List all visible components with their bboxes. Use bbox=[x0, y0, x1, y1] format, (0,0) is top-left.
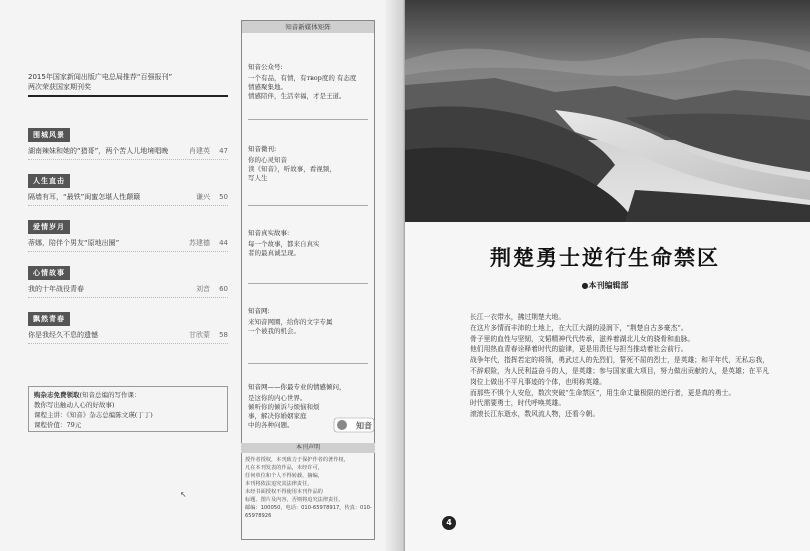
notice-line: 授作者授权，本刊致力于保护作者的著作权， bbox=[245, 457, 349, 463]
toc-item-author: 苏建德 bbox=[189, 239, 210, 247]
notice-line: 本刊将依法追究其法律责任， bbox=[245, 481, 313, 487]
toc-item-page: 60 bbox=[219, 285, 228, 293]
article-byline: ●本刊编辑部 bbox=[581, 281, 629, 290]
sidebar-block-line: 事，解决你婚姻家庭 bbox=[248, 412, 307, 420]
landscape-photo bbox=[405, 0, 810, 222]
toc-item[interactable] bbox=[28, 284, 228, 298]
article-paragraph: 时代需要勇士，时代呼唤英雄。 bbox=[470, 399, 566, 408]
article-paragraph: 滚滚长江东逝水，数风流人物，还看今朝。 bbox=[470, 410, 600, 419]
toc-section bbox=[28, 306, 228, 344]
toc-item-page: 47 bbox=[219, 147, 228, 155]
sidebar-block-label: 知音微刊: bbox=[248, 145, 277, 153]
sidebar-block bbox=[248, 63, 368, 101]
toc-item-author: 肖建英 bbox=[189, 147, 210, 155]
sidebar-block-line: 来知音网圈，给你的文字专属 bbox=[248, 318, 333, 326]
toc-item-page: 44 bbox=[219, 239, 228, 247]
sidebar-divider bbox=[248, 363, 368, 364]
toc-item-title: 蒂娜，陪伴个男友“原地出圈” bbox=[28, 239, 120, 247]
sidebar-block-label: 知音真实故事: bbox=[248, 229, 290, 237]
notice-body bbox=[245, 456, 373, 520]
award-line: 两次荣获国家期刊奖 bbox=[28, 83, 91, 91]
page-number: 4 bbox=[442, 516, 456, 530]
toc-section-label: 飘然青春 bbox=[28, 312, 70, 326]
toc-section-label: 围城风景 bbox=[28, 128, 70, 142]
table-of-contents bbox=[28, 122, 228, 352]
sidebar-divider bbox=[248, 283, 368, 284]
article-paragraph: 他们用热血青春诠释着时代的旋律，更是用责任与担当推动着社会前行。 bbox=[470, 345, 688, 354]
toc-item-author: 刘音 bbox=[196, 285, 210, 293]
award-line: 2015年国家新闻出版广电总局推荐“百强报刊” bbox=[28, 73, 173, 81]
toc-item-author: 甘欣蒙 bbox=[189, 331, 210, 339]
sidebar-block bbox=[248, 307, 368, 336]
article-paragraph: 在这片多情而丰沛的土地上，在大江大湖的浸润下，“荆楚自古多豪杰”。 bbox=[470, 323, 688, 332]
sidebar-block-line: 中的各种问题。 bbox=[248, 421, 294, 429]
mouse-cursor-icon: ↖ bbox=[180, 490, 187, 499]
sidebar-header: 知音新媒体矩阵 bbox=[242, 21, 374, 33]
sidebar-block-line: 一个被我的机会。 bbox=[248, 327, 300, 335]
article-paragraph: 战争年代，指挥若定的将领，勇武过人的先烈们，誓死不屈的烈士，是英雄；和平年代，无私忘我，不辞艰险，为人民利益奋斗的人，是英雄；参与国家重大项目，努力做出贡献的人，是英雄；在平凡岗位上做出不平凡事迹的个体，也明称英雄。 bbox=[470, 356, 770, 386]
toc-section-label: 心情故事 bbox=[28, 266, 70, 280]
toc-item[interactable] bbox=[28, 238, 228, 252]
subscribe-line: (知音总编的写作课： bbox=[79, 391, 141, 399]
subscribe-line: 课程价值：79元 bbox=[34, 421, 82, 429]
sidebar-block-label: 知音网: bbox=[248, 307, 270, 315]
article-paragraph: 而那些不惧个人安危，数次突破“生命禁区”，用生命丈量极限的逆行者，更是真的勇士。 bbox=[470, 388, 736, 397]
weibo-logo-icon bbox=[332, 415, 376, 435]
notice-line: 标题、图片及内容，否则将追究法律责任。 bbox=[245, 497, 344, 503]
toc-item-title: 湖南辣妹和她的“猎哥”，两个苦人儿地境唱晚 bbox=[28, 147, 169, 155]
toc-item[interactable] bbox=[28, 192, 228, 206]
notice-line: 未经书面授权不得使用本刊作品的 bbox=[245, 489, 323, 495]
notice-line: 凡在本刊发表的作品，未经许可， bbox=[245, 465, 323, 471]
sidebar-block-label: 知音网——你最专业的情感倾问， bbox=[248, 383, 346, 391]
sidebar-divider bbox=[248, 205, 368, 206]
toc-item[interactable] bbox=[28, 330, 228, 344]
award-rule bbox=[28, 95, 228, 97]
sidebar-block bbox=[248, 229, 368, 258]
toc-section bbox=[28, 122, 228, 160]
toc-section bbox=[28, 260, 228, 298]
notice-header: 本刊声明 bbox=[241, 443, 375, 453]
sidebar-block-line: 倾听你的倾诉与烦恼和烦 bbox=[248, 403, 320, 411]
subscribe-line: 课程主讲：《知音》杂志总编陈文瑛(丁丁) bbox=[34, 411, 153, 419]
sidebar-block-line: 写人生 bbox=[248, 174, 268, 182]
sidebar-block-line: 者的最真诚呈现。 bbox=[248, 249, 300, 257]
toc-item-page: 58 bbox=[219, 331, 228, 339]
toc-section-label: 爱情岁月 bbox=[28, 220, 70, 234]
toc-item[interactable] bbox=[28, 146, 228, 160]
toc-section-label: 人生直击 bbox=[28, 174, 70, 188]
article-paragraph: 长江一衣带水，拂过荆楚大地。 bbox=[470, 313, 566, 321]
sidebar-block-line: 每一个故事，都来自真实 bbox=[248, 240, 320, 248]
sidebar-block-line: 你的心灵知音 bbox=[248, 156, 287, 164]
subscribe-line: 教你写出触动人心的好故事) bbox=[34, 401, 115, 409]
article-body bbox=[470, 312, 770, 420]
sidebar-block-label: 知音公众号: bbox=[248, 63, 283, 71]
article-paragraph: 骨子里的血性与坚韧，文韬精神代代传承，滋养着湖北儿女的骁骨和血脉。 bbox=[470, 334, 695, 343]
award-text bbox=[28, 72, 228, 92]
subscription-offer bbox=[28, 386, 228, 432]
sidebar-block bbox=[248, 145, 368, 183]
sidebar-block-line: 一个有品，有情，有твор度的 有态度 bbox=[248, 74, 357, 82]
weibo-logo-text: 知音 bbox=[356, 421, 372, 431]
toc-section bbox=[28, 214, 228, 252]
sidebar-divider bbox=[248, 119, 368, 120]
toc-item-author: 谦兴 bbox=[196, 193, 210, 201]
sidebar-block-line: 情感聚集地。 bbox=[248, 83, 287, 91]
sidebar-block-line: 情感陪伴，生活幸福，才是王道。 bbox=[248, 92, 346, 100]
toc-section bbox=[28, 168, 228, 206]
notice-line: 任何单位和个人不得转载、摘编， bbox=[245, 473, 323, 479]
toc-item-title: 我的十年战役青春 bbox=[28, 285, 84, 293]
toc-item-title: 隔墙有耳，“最铁”闺蜜怎堪人性颠簸 bbox=[28, 193, 141, 201]
notice-line: 邮编：100050，电话：010-65978917，传真：010-65978926 bbox=[245, 505, 372, 519]
sidebar-block-line: 是这你的内心世界。 bbox=[248, 394, 307, 402]
sidebar-block-line: 读《知音》，听故事，看视频， bbox=[248, 165, 336, 173]
toc-item-page: 50 bbox=[219, 193, 228, 201]
article-headline: 荆楚勇士逆行生命禁区 bbox=[490, 245, 720, 270]
toc-item-title: 你是我经久不息的遗憾 bbox=[28, 331, 98, 339]
subscribe-lead: 购杂志免费领取 bbox=[34, 391, 80, 399]
